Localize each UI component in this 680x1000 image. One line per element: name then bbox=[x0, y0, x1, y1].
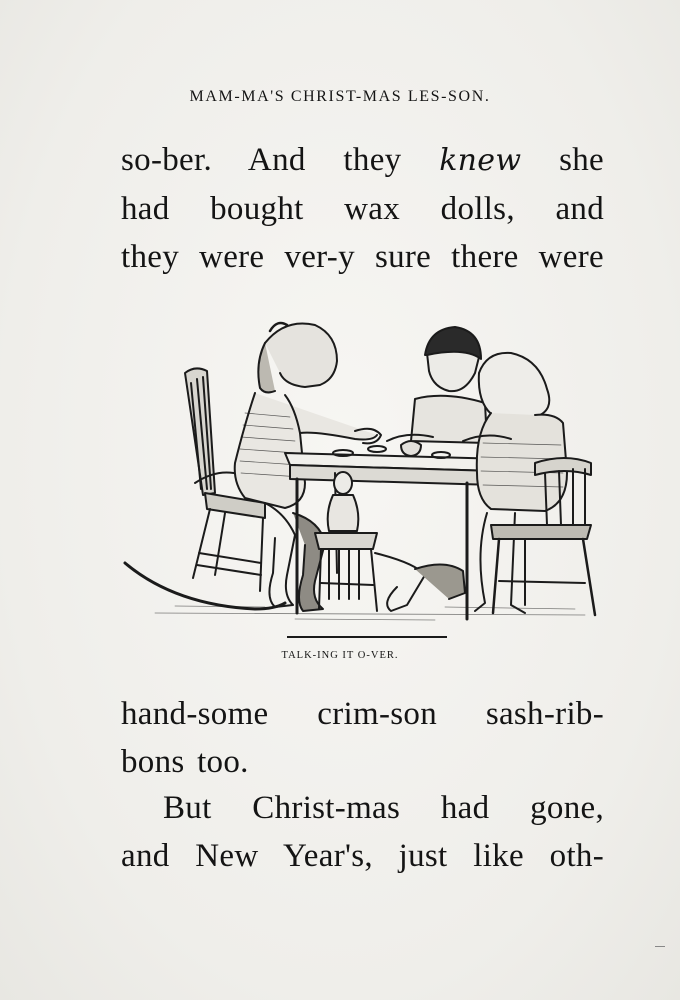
text-line: But Christ-mas had gone, bbox=[163, 790, 604, 826]
running-head: MAM-MA'S CHRIST-MAS LES-SON. bbox=[189, 88, 491, 105]
paragraph-3 bbox=[121, 784, 604, 880]
text-line: they were ver-y sure there were bbox=[121, 239, 604, 275]
text-segment: so-ber. And they bbox=[121, 142, 440, 178]
text-line: bons too. bbox=[121, 744, 249, 780]
paragraph-2 bbox=[121, 690, 604, 786]
floor-hatching bbox=[155, 606, 585, 620]
text-line bbox=[121, 136, 604, 185]
text-line: hand-some crim-son sash-rib- bbox=[121, 696, 604, 732]
child-right bbox=[463, 353, 567, 613]
engraving-children-at-table bbox=[115, 313, 605, 631]
text-segment: she bbox=[521, 142, 604, 178]
margin-mark bbox=[655, 946, 665, 947]
italic-word: knew bbox=[439, 143, 522, 178]
text-line: and New Year's, just like oth- bbox=[121, 838, 604, 874]
doll-on-chair bbox=[315, 472, 377, 611]
paragraph-1 bbox=[121, 136, 604, 281]
text-line: had bought wax dolls, and bbox=[121, 191, 604, 227]
illustration-caption: TALK-ING IT O-VER. bbox=[281, 650, 399, 661]
caption-rule bbox=[287, 636, 447, 638]
